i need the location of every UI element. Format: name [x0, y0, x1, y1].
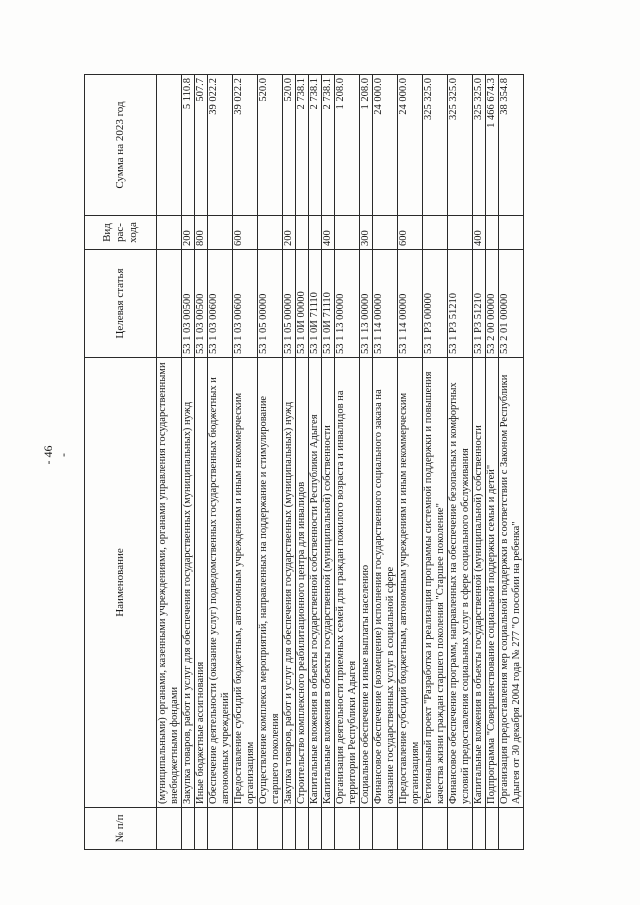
header-num: № п/п [85, 808, 157, 850]
row-sum: 520.0 [283, 75, 296, 216]
row-sum: 325 325.0 [448, 75, 473, 216]
page-number: - 46 - [41, 445, 70, 465]
row-sum: 5 110.8 [182, 75, 195, 216]
row-name: Капитальные вложения в объекты государственной (муниципальной) собственности [473, 358, 486, 808]
table-header-row [85, 75, 157, 850]
row-vid: 200 [283, 216, 296, 250]
row-vid: 600 [233, 216, 258, 250]
row-num [486, 808, 499, 850]
row-name: Капитальные вложения в объекты государственной собственности Республики Адыгея [309, 358, 322, 808]
row-sum: 38 354.8 [499, 75, 524, 216]
table-row [157, 75, 182, 850]
row-sum: 39 022.2 [208, 75, 233, 216]
row-num [258, 808, 283, 850]
row-num [499, 808, 524, 850]
row-sum [157, 75, 182, 216]
row-code: 53 2 01 00000 [499, 250, 524, 358]
row-vid: 400 [473, 216, 486, 250]
row-code: 53 1 03 00500 [182, 250, 195, 358]
row-code: 53 1 14 00000 [398, 250, 423, 358]
row-name: Капитальные вложения в объекты государственной (муниципальной) собственности [322, 358, 335, 808]
row-name: Организация деятельности приемных семей для граждан пожилого возраста и инвалидов на территории Республики Адыгея [335, 358, 360, 808]
header-vid: Вид рас- хода [85, 216, 157, 250]
row-name: Закупка товаров, работ и услуг для обеспечения государственных (муниципальных) нужд [283, 358, 296, 808]
row-vid [423, 216, 448, 250]
table-row [448, 75, 473, 850]
row-name: Финансовое обеспечение программ, направленных на обеспечение безопасных и комфортных условий предоставления социальных услуг в сфере социального обслуживания [448, 358, 473, 808]
row-num [473, 808, 486, 850]
row-vid: 800 [195, 216, 208, 250]
row-vid: 400 [322, 216, 335, 250]
row-vid [309, 216, 322, 250]
table-row [473, 75, 486, 850]
row-code: 53 1 Р3 00000 [423, 250, 448, 358]
row-name: Региональный проект "Разработка и реализация программы системной поддержки и повышения качества жизни граждан старшего поколения "Старшее поколение" [423, 358, 448, 808]
table-row [195, 75, 208, 850]
row-code: 53 2 00 00000 [486, 250, 499, 358]
row-code: 53 1 Р3 51210 [448, 250, 473, 358]
row-code: 53 1 03 00500 [195, 250, 208, 358]
row-num [423, 808, 448, 850]
row-num [360, 808, 373, 850]
row-num [448, 808, 473, 850]
table-row [486, 75, 499, 850]
table-row [283, 75, 296, 850]
header-sum: Сумма на 2023 год [85, 75, 157, 216]
row-sum: 2 738.1 [296, 75, 309, 216]
table-row [360, 75, 373, 850]
row-sum: 1 208.0 [335, 75, 360, 216]
row-num [208, 808, 233, 850]
row-num [283, 808, 296, 850]
row-name: Закупка товаров, работ и услуг для обеспечения государственных (муниципальных) нужд [182, 358, 195, 808]
row-code: 53 1 13 00000 [335, 250, 360, 358]
row-name: Обеспечение деятельности (оказание услуг) подведомственных государственных бюджетных и автономных учреждений [208, 358, 233, 808]
row-vid [296, 216, 309, 250]
row-code: 53 1 14 00000 [373, 250, 398, 358]
row-code: 53 1 05 00000 [258, 250, 283, 358]
table-row [208, 75, 233, 850]
row-vid [486, 216, 499, 250]
row-sum: 2 738.1 [309, 75, 322, 216]
row-vid [335, 216, 360, 250]
row-sum: 1 466 674.3 [486, 75, 499, 216]
row-sum: 24 000.0 [373, 75, 398, 216]
row-sum: 24 000.0 [398, 75, 423, 216]
row-vid [373, 216, 398, 250]
row-code [157, 250, 182, 358]
row-name: Социальное обеспечение и иные выплаты населению [360, 358, 373, 808]
row-vid: 200 [182, 216, 195, 250]
row-code: 53 1 13 00000 [360, 250, 373, 358]
row-code: 53 1 03 00600 [233, 250, 258, 358]
row-vid [499, 216, 524, 250]
row-code: 53 1 0И 00000 [296, 250, 309, 358]
table-row [398, 75, 423, 850]
row-sum: 39 022.2 [233, 75, 258, 216]
row-num [373, 808, 398, 850]
header-code: Целевая статья [85, 250, 157, 358]
budget-table [84, 74, 524, 850]
table-row [296, 75, 309, 850]
row-vid: 600 [398, 216, 423, 250]
row-sum: 2 738.1 [322, 75, 335, 216]
row-name: Подпрограмма "Совершенствование социальной поддержки семьи и детей" [486, 358, 499, 808]
row-name: Финансовое обеспечение (возмещение) исполнения государственного социального заказа на оказание государственных услуг в социальной сфере [373, 358, 398, 808]
row-name: Предоставление субсидий бюджетным, автономным учреждениям и иным некоммерческим организациям [233, 358, 258, 808]
row-vid [157, 216, 182, 250]
row-sum: 1 208.0 [360, 75, 373, 216]
row-name: Организация предоставления мер социальной поддержки в соответствии с Законом Республики Адыгея от 30 декабря 2004 года № 277 "О пособии на ребенка" [499, 358, 524, 808]
row-sum: 325 325.0 [423, 75, 448, 216]
row-num [322, 808, 335, 850]
row-num [398, 808, 423, 850]
table-row [499, 75, 524, 850]
table-row [182, 75, 195, 850]
row-name: Строительство комплексного реабилитационного центра для инвалидов [296, 358, 309, 808]
row-code: 53 1 05 00000 [283, 250, 296, 358]
row-num [157, 808, 182, 850]
row-num [182, 808, 195, 850]
row-code: 53 1 0И 71110 [322, 250, 335, 358]
table-row [233, 75, 258, 850]
row-num [309, 808, 322, 850]
row-vid: 300 [360, 216, 373, 250]
table-row [335, 75, 360, 850]
row-name: Осуществление комплекса мероприятий, направленных на поддержание и стимулирование старшего поколения [258, 358, 283, 808]
row-num [233, 808, 258, 850]
table-row [322, 75, 335, 850]
table-body [157, 75, 524, 850]
row-vid [208, 216, 233, 250]
row-name: (муниципальными) органами, казенными учреждениями, органами управления государственными внебюджетными фондами [157, 358, 182, 808]
row-vid [448, 216, 473, 250]
header-name: Наименование [85, 358, 157, 808]
row-code: 53 1 0И 71110 [309, 250, 322, 358]
row-name: Иные бюджетные ассигнования [195, 358, 208, 808]
table-row [258, 75, 283, 850]
row-num [195, 808, 208, 850]
row-num [296, 808, 309, 850]
row-code: 53 1 03 00600 [208, 250, 233, 358]
table-row [423, 75, 448, 850]
row-vid [258, 216, 283, 250]
table-row [373, 75, 398, 850]
row-sum: 507.7 [195, 75, 208, 216]
row-sum: 520.0 [258, 75, 283, 216]
row-code: 53 1 Р3 51210 [473, 250, 486, 358]
table-row [309, 75, 322, 850]
row-num [335, 808, 360, 850]
rotated-table-wrapper [84, 75, 554, 850]
row-name: Предоставление субсидий бюджетным, автономным учреждениям и иным некоммерческим организациям [398, 358, 423, 808]
row-sum: 325 325.0 [473, 75, 486, 216]
